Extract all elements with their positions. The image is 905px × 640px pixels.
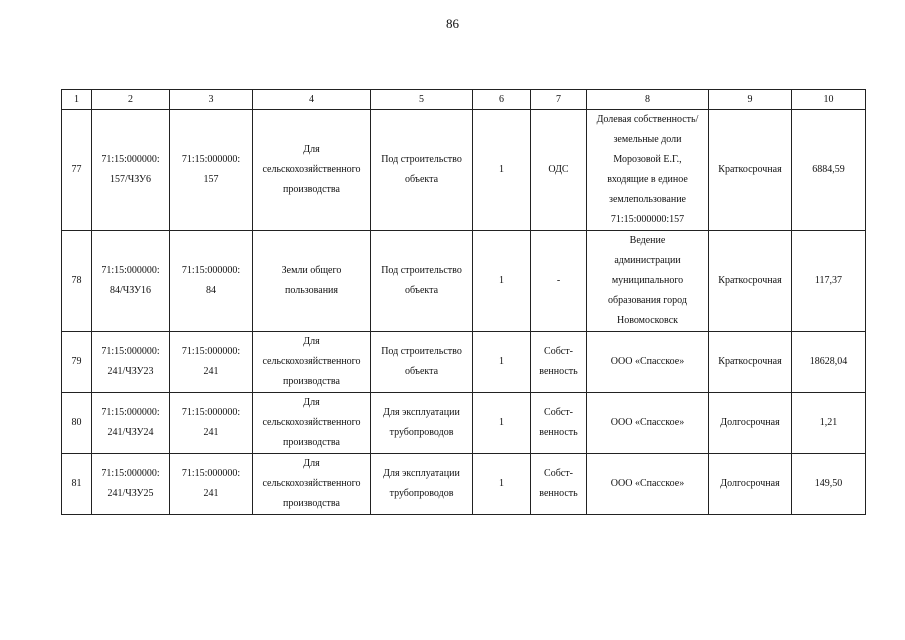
cell-text: Для сельскохозяйственного производства: [262, 397, 361, 448]
page-number: 86: [446, 16, 459, 31]
cell-text: 71:15:000000: 241: [181, 407, 241, 438]
column-header: 3: [170, 90, 253, 110]
cell-owner: [587, 454, 709, 515]
cell-owner: [587, 332, 709, 393]
cell-text: Под строительство объекта: [381, 265, 462, 296]
cell-parent-plot: [170, 110, 253, 231]
cell-purpose: [371, 332, 473, 393]
cell-plot-id: [92, 231, 170, 332]
cell-text: Для сельскохозяйственного производства: [262, 336, 361, 387]
cell-text: Ведение администрации муниципального образования город Новомосковск: [608, 235, 687, 326]
cell-text: 1: [499, 478, 504, 489]
cell-plot-id: [92, 454, 170, 515]
cell-area: [792, 110, 866, 231]
table-row: [62, 332, 866, 393]
land-plots-table: [61, 89, 866, 515]
cell-parent-plot: [170, 231, 253, 332]
column-header: 2: [92, 90, 170, 110]
table-row: [62, 393, 866, 454]
cell-text: 77: [71, 164, 82, 175]
cell-text: Под строительство объекта: [381, 346, 462, 377]
column-header: 6: [473, 90, 531, 110]
cell-text: ОДС: [548, 164, 569, 175]
column-header: 9: [709, 90, 792, 110]
cell-text: ООО «Спасское»: [610, 417, 685, 428]
cell-text: 71:15:000000: 241: [181, 468, 241, 499]
cell-number: [62, 332, 92, 393]
cell-land-category: [253, 231, 371, 332]
table-row: [62, 110, 866, 231]
cell-purpose: [371, 110, 473, 231]
column-header: 5: [371, 90, 473, 110]
cell-purpose: [371, 393, 473, 454]
cell-text: 6884,59: [812, 164, 845, 175]
cell-count: [473, 231, 531, 332]
cell-text: 71:15:000000: 241/ЧЗУ24: [101, 407, 160, 438]
cell-text: 1,21: [819, 417, 838, 428]
column-header: 7: [531, 90, 587, 110]
cell-term: [709, 110, 792, 231]
table-row: [62, 231, 866, 332]
cell-text: Для эксплуатации трубопроводов: [383, 407, 460, 438]
cell-text: Краткосрочная: [718, 356, 782, 367]
cell-right-type: [531, 231, 587, 332]
cell-plot-id: [92, 332, 170, 393]
cell-text: 80: [71, 417, 82, 428]
cell-text: ООО «Спасское»: [610, 356, 685, 367]
column-header: 10: [792, 90, 866, 110]
cell-text: Долгосрочная: [720, 417, 780, 428]
cell-land-category: [253, 393, 371, 454]
cell-area: [792, 332, 866, 393]
cell-area: [792, 231, 866, 332]
cell-right-type: [531, 393, 587, 454]
cell-text: 1: [499, 275, 504, 286]
cell-text: Собст- венность: [539, 468, 578, 499]
cell-term: [709, 231, 792, 332]
cell-text: 79: [71, 356, 82, 367]
cell-text: -: [556, 275, 561, 286]
cell-parent-plot: [170, 332, 253, 393]
cell-text: 71:15:000000: 84: [181, 265, 241, 296]
cell-right-type: [531, 454, 587, 515]
cell-text: 18628,04: [809, 356, 848, 367]
column-header: 1: [62, 90, 92, 110]
cell-area: [792, 454, 866, 515]
cell-number: [62, 110, 92, 231]
cell-text: 117,37: [814, 275, 843, 286]
cell-term: [709, 454, 792, 515]
cell-text: ООО «Спасское»: [610, 478, 685, 489]
cell-number: [62, 231, 92, 332]
cell-text: Собст- венность: [539, 407, 578, 438]
cell-count: [473, 110, 531, 231]
cell-owner: [587, 110, 709, 231]
cell-land-category: [253, 332, 371, 393]
column-header: 8: [587, 90, 709, 110]
cell-text: 1: [499, 356, 504, 367]
cell-text: Для эксплуатации трубопроводов: [383, 468, 460, 499]
cell-text: 71:15:000000: 241: [181, 346, 241, 377]
cell-right-type: [531, 110, 587, 231]
cell-text: 71:15:000000: 241/ЧЗУ25: [101, 468, 160, 499]
cell-term: [709, 332, 792, 393]
cell-owner: [587, 393, 709, 454]
cell-text: 78: [71, 275, 82, 286]
cell-plot-id: [92, 393, 170, 454]
cell-term: [709, 393, 792, 454]
cell-text: 71:15:000000: 157/ЧЗУ6: [101, 154, 160, 185]
cell-owner: [587, 231, 709, 332]
cell-area: [792, 393, 866, 454]
cell-text: 1: [499, 417, 504, 428]
cell-text: 149,50: [814, 478, 843, 489]
cell-number: [62, 393, 92, 454]
cell-count: [473, 393, 531, 454]
cell-number: [62, 454, 92, 515]
cell-plot-id: [92, 110, 170, 231]
cell-text: 71:15:000000: 157: [181, 154, 241, 185]
cell-land-category: [253, 454, 371, 515]
cell-text: Земли общего пользования: [281, 265, 342, 296]
cell-text: Под строительство объекта: [381, 154, 462, 185]
table-header-row: [62, 90, 866, 110]
cell-text: Для сельскохозяйственного производства: [262, 144, 361, 195]
cell-right-type: [531, 332, 587, 393]
table-row: [62, 454, 866, 515]
cell-land-category: [253, 110, 371, 231]
cell-parent-plot: [170, 393, 253, 454]
cell-text: Долевая собственность/ земельные доли Морозовой Е.Г., входящие в единое землепользование 71:15:000000:157: [596, 114, 699, 225]
cell-text: 71:15:000000: 84/ЧЗУ16: [101, 265, 160, 296]
cell-text: 71:15:000000: 241/ЧЗУ23: [101, 346, 160, 377]
cell-text: Краткосрочная: [718, 275, 782, 286]
cell-parent-plot: [170, 454, 253, 515]
cell-text: 81: [71, 478, 82, 489]
cell-text: Краткосрочная: [718, 164, 782, 175]
cell-count: [473, 332, 531, 393]
cell-text: Для сельскохозяйственного производства: [262, 458, 361, 509]
cell-purpose: [371, 454, 473, 515]
cell-purpose: [371, 231, 473, 332]
cell-text: Долгосрочная: [720, 478, 780, 489]
cell-text: 1: [499, 164, 504, 175]
cell-count: [473, 454, 531, 515]
cell-text: Собст- венность: [539, 346, 578, 377]
column-header: 4: [253, 90, 371, 110]
